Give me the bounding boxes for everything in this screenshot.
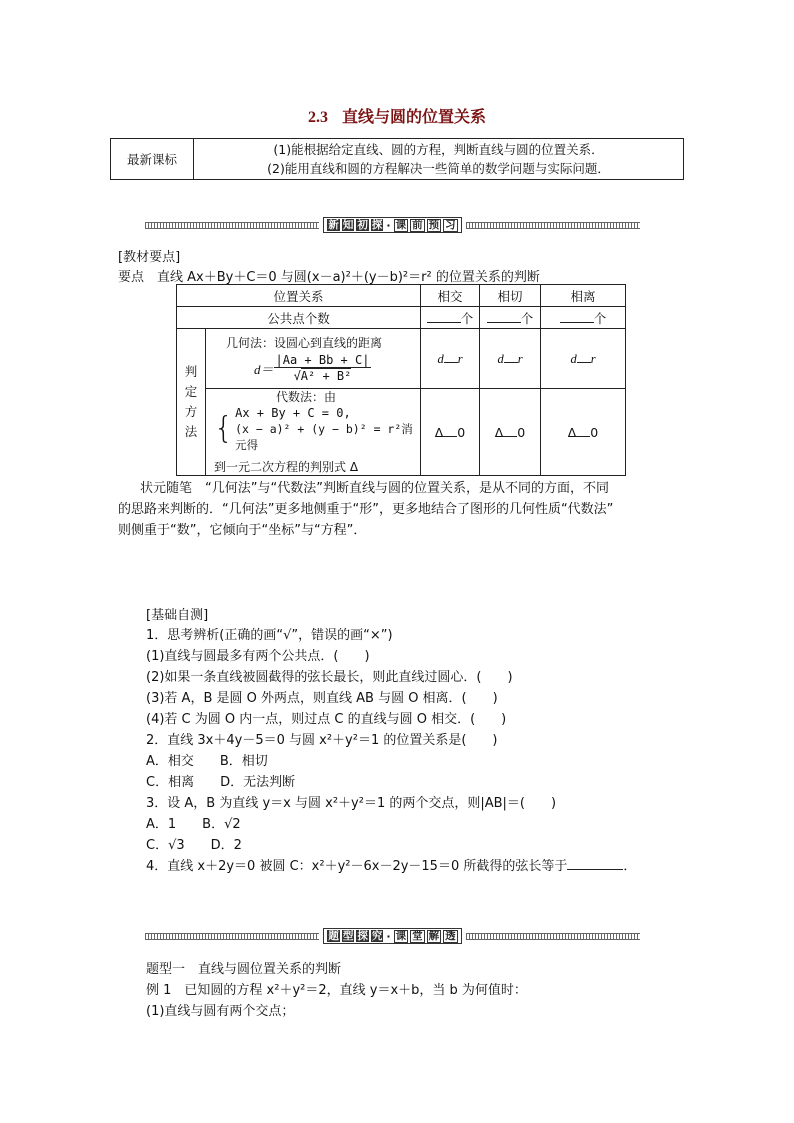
r-var: r bbox=[517, 351, 523, 366]
geo-description: 几何法：设圆心到直线的距离 bbox=[226, 336, 383, 350]
equation-line: Ax + By + C = 0, bbox=[235, 406, 351, 420]
d-var: d bbox=[497, 351, 504, 366]
banner-char: 探 bbox=[357, 930, 368, 942]
zero: 0 bbox=[457, 424, 466, 440]
question-3: 3．设 A，B 为直线 y＝x 与圆 x²＋y²＝1 的两个交点，则|AB|＝( ) bbox=[146, 796, 557, 811]
banner-label: 新 知 初 探 · 课 前 预 习 bbox=[323, 217, 461, 233]
alg-description: 代数法：由 bbox=[276, 390, 337, 404]
question-2: 2．直线 3x＋4y－5＝0 与圆 x²＋y²＝1 的位置关系是( ) bbox=[146, 733, 498, 748]
standards-body bbox=[194, 139, 683, 179]
banner-char: 题 bbox=[328, 930, 339, 942]
header-intersect: 相交 bbox=[421, 285, 480, 307]
delta-symbol: Δ bbox=[494, 424, 504, 440]
banner-char: 透 bbox=[445, 929, 456, 942]
example-1: 例 1 已知圆的方程 x²＋y²＝2，直线 y＝x＋b，当 b 为何值时： bbox=[146, 983, 527, 998]
question-4-text: 4．直线 x＋2y＝0 被圆 C：x²＋y²－6x－2y－15＝0 所截得的弦长等于 bbox=[146, 859, 568, 874]
formula-lhs: d＝ bbox=[254, 361, 274, 377]
banner-char: 知 bbox=[342, 219, 354, 231]
count-cell bbox=[480, 307, 541, 329]
r-var: r bbox=[590, 351, 596, 366]
banner-char: 前 bbox=[412, 218, 423, 231]
header-relation: 位置关系 bbox=[177, 285, 421, 307]
banner-hatch bbox=[466, 222, 640, 229]
header-tangent: 相切 bbox=[480, 285, 541, 307]
banner-char: 堂 bbox=[412, 929, 423, 942]
unit-text: 个 bbox=[460, 310, 474, 326]
banner-label: 题 型 探 究 · 课 堂 解 透 bbox=[323, 928, 461, 944]
banner-char: 初 bbox=[357, 219, 368, 231]
relation-table bbox=[176, 284, 626, 476]
banner-char: 探 bbox=[371, 219, 383, 231]
standards-label: 最新课标 bbox=[111, 139, 194, 179]
r-var: r bbox=[457, 351, 463, 366]
question-item: (1)直线与圆最多有两个公共点．( ) bbox=[146, 649, 370, 664]
banner-char: 课 bbox=[395, 929, 407, 942]
banner-hatch bbox=[145, 222, 319, 229]
zero: 0 bbox=[590, 424, 599, 440]
banner-hatch bbox=[145, 933, 319, 940]
common-points-label: 公共点个数 bbox=[177, 307, 421, 329]
question-1: 1．思考辨析(正确的画“√”，错误的画“×”) bbox=[146, 628, 393, 643]
alg-discriminant: 到一元二次方程的判别式 Δ bbox=[214, 460, 359, 474]
judge-char: 方 bbox=[184, 404, 198, 419]
formula-numerator: |Aa + Bb + C| bbox=[275, 353, 370, 367]
equation-line: (x − a)² + (y − b)² = r²消元得 bbox=[235, 422, 413, 452]
question-item: (3)若 A，B 是圆 O 外两点，则直线 AB 与圆 O 相离．( ) bbox=[146, 691, 498, 706]
section-title: 直线与圆的位置关系 bbox=[341, 107, 486, 126]
count-cell bbox=[541, 307, 626, 329]
delta-cell bbox=[421, 389, 480, 476]
distance-formula bbox=[214, 353, 420, 383]
algebraic-method bbox=[206, 389, 421, 476]
judge-char: 定 bbox=[184, 384, 198, 399]
delta-symbol: Δ bbox=[567, 424, 577, 440]
judge-char: 法 bbox=[184, 424, 198, 439]
d-var: d bbox=[570, 351, 577, 366]
question-item: (4)若 C 为圆 O 内一点，则过点 C 的直线与圆 O 相交．( ) bbox=[146, 712, 507, 727]
section-banner-preview bbox=[145, 218, 640, 232]
geometric-method bbox=[206, 329, 421, 389]
option-row: C．√3 D．2 bbox=[146, 838, 242, 853]
zero: 0 bbox=[517, 424, 526, 440]
banner-hatch bbox=[466, 933, 640, 940]
delta-cell bbox=[480, 389, 541, 476]
textbook-point: 要点 直线 Ax＋By＋C＝0 与圆(x－a)²＋(y－b)²＝r² 的位置关系的判断 bbox=[118, 270, 540, 285]
question-item: (2)如果一条直线被圆截得的弦长最长，则此直线过圆心．( ) bbox=[146, 670, 513, 685]
delta-cell bbox=[541, 389, 626, 476]
banner-char: 习 bbox=[445, 218, 456, 231]
denominator-text: A² + B² bbox=[300, 369, 352, 383]
page-title bbox=[0, 104, 794, 127]
section-banner-class bbox=[145, 929, 640, 943]
standards-table bbox=[110, 138, 684, 180]
banner-char: 新 bbox=[328, 219, 339, 231]
note-line: 状元随笔 “几何法”与“代数法”判断直线与圆的位置关系，是从不同的方面，不同 bbox=[140, 481, 609, 496]
answer-blank bbox=[567, 857, 623, 870]
banner-char: 究 bbox=[371, 930, 383, 942]
count-cell bbox=[421, 307, 480, 329]
judge-char: 判 bbox=[184, 364, 198, 379]
option-row: A．1 B．√2 bbox=[146, 817, 241, 832]
note-line: 则侧重于“数”，它倾向于“坐标”与“方程”． bbox=[118, 523, 367, 538]
textbook-heading: [教材要点] bbox=[118, 250, 181, 265]
d-cell bbox=[421, 329, 480, 389]
formula-denominator: √A² + B² bbox=[293, 369, 352, 383]
unit-text: 个 bbox=[520, 310, 534, 326]
type-heading: 题型一 直线与圆位置关系的判断 bbox=[146, 962, 342, 977]
standard-line: (2)能用直线和圆的方程解决一些简单的数学问题与实际问题． bbox=[267, 161, 610, 176]
selftest-heading: [基础自测] bbox=[146, 608, 209, 623]
d-cell bbox=[541, 329, 626, 389]
d-cell bbox=[480, 329, 541, 389]
option-row: A．相交 B．相切 bbox=[146, 754, 268, 769]
standard-line: (1)能根据给定直线、圆的方程，判断直线与圆的位置关系． bbox=[273, 142, 604, 157]
question-4-end: ． bbox=[623, 859, 637, 874]
banner-char: 解 bbox=[428, 929, 440, 942]
header-separate: 相离 bbox=[541, 285, 626, 307]
equation-system: { Ax + By + C = 0, (x − a)² + (y − b)² = r²消元得 bbox=[214, 405, 420, 453]
section-number: 2.3 bbox=[307, 109, 328, 126]
option-row: C．相离 D．无法判断 bbox=[146, 775, 296, 790]
delta-symbol: Δ bbox=[434, 424, 444, 440]
question-4 bbox=[146, 855, 636, 874]
d-var: d bbox=[437, 351, 444, 366]
note-line: 的思路来判断的．“几何法”更多地侧重于“形”，更多地结合了图形的几何性质“代数法” bbox=[118, 502, 614, 517]
banner-char: 预 bbox=[428, 218, 440, 231]
banner-char: 课 bbox=[395, 218, 407, 231]
unit-text: 个 bbox=[593, 310, 607, 326]
banner-char: 型 bbox=[342, 930, 354, 942]
judge-method-label bbox=[177, 329, 206, 476]
example-item: (1)直线与圆有两个交点； bbox=[146, 1004, 295, 1019]
